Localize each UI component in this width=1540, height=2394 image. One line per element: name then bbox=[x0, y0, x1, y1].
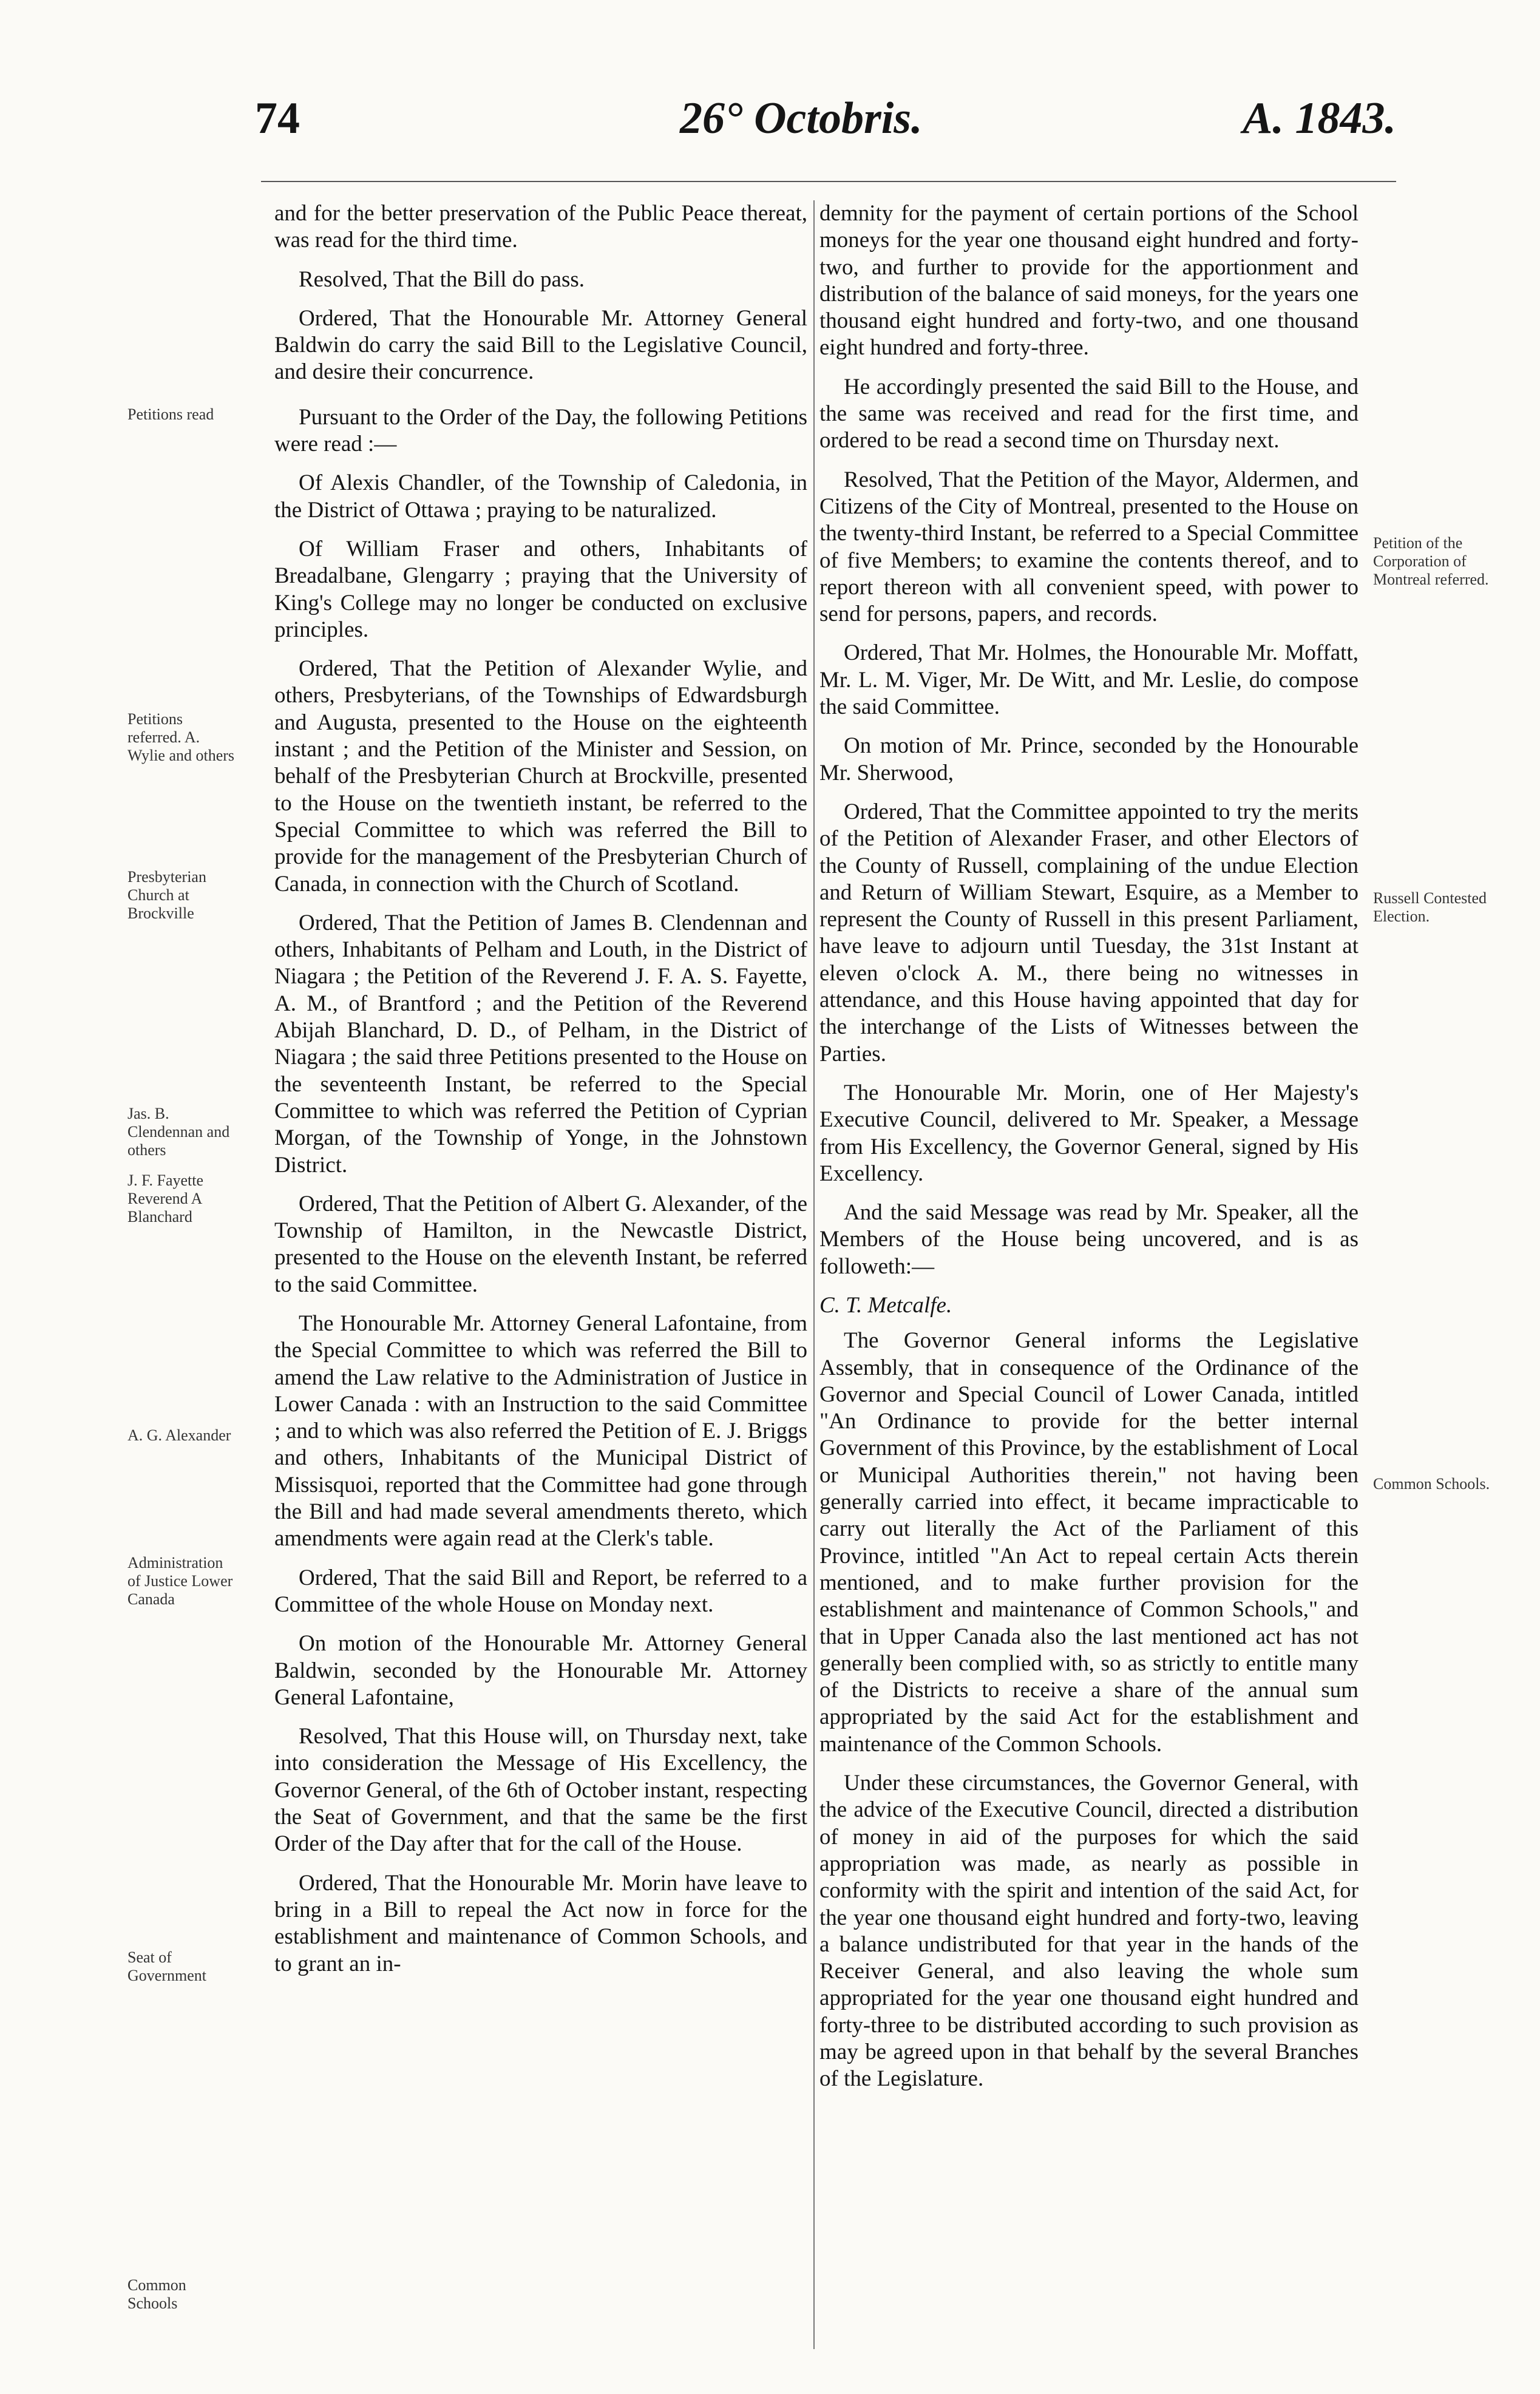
paragraph: The Governor General informs the Legislative Assembly, that in consequence of the Ordinance of the Governor and Special Council of Lower Canada, intitled "An Ordinance to provide for the better internal Government of this Province, by the establishment of Local or Municipal Authorities therein," not having been generally carried into effect, it became impracticable to carry out literally the Act of the Parliament of this Province, intitled "An Act to repeal certain Acts therein mentioned, and to make further provision for the establishment and maintenance of Common Schools," and that in Upper Canada also the last mentioned act has not generally been complied with, so as strictly to entitle many of the Districts to receive a share of the annual sum appropriated by the said Act for the establishment and maintenance of the Common Schools. bbox=[819, 1328, 1359, 1757]
margin-note-left: A. G. Alexander bbox=[127, 1426, 231, 1444]
paragraph: Resolved, That this House will, on Thursday next, take into consideration the Message of His Excellency, the Governor General, of the 6th of October instant, respecting the Seat of Government, and that the same be the first Order of the Day after that for the call of the House. bbox=[274, 1724, 807, 1857]
left-column bbox=[274, 200, 807, 1990]
margin-note-left: Common Schools bbox=[127, 2276, 186, 2312]
margin-note-left: Seat of Government bbox=[127, 1948, 206, 1984]
margin-note-right: Common Schools. bbox=[1373, 1475, 1490, 1493]
paragraph: Ordered, That the Committee appointed to try the merits of the Petition of Alexander Fraser, and other Electors of the County of Russell, complaining of the undue Election and Return of William Stewart, Esquire, as a Member to represent the County of Russell in this present Parliament, have leave to adjourn until Tuesday, the 31st Instant at eleven o'clock A. M., there being no witnesses in attendance, and this House having appointed that day for the interchange of the Lists of Witnesses between the Parties. bbox=[819, 799, 1359, 1066]
header-rule bbox=[261, 181, 1396, 182]
paragraph: demnity for the payment of certain portions of the School moneys for the year one thousand eight hundred and forty-two, and further to provide for the apportionment and distribution of the balance of said moneys, for the years one thousand eight hundred and forty-two, and one thousand eight hundred and forty-three. bbox=[819, 201, 1359, 361]
paragraph: Ordered, That the said Bill and Report, be referred to a Committee of the whole House on Monday next. bbox=[274, 1565, 807, 1617]
paragraph: Ordered, That the Petition of Alexander Wylie, and others, Presbyterians, of the Townships of Edwardsburgh and Augusta, presented to the House on the eighteenth instant ; and the Petition of the Minister and Session, on behalf of the Presbyterian Church at Brockville, presented to the House on the twentieth instant, be referred to the Special Committee to which was referred the Bill to provide for the management of the Presbyterian Church of Canada, in connection with the Church of Scotland. bbox=[274, 656, 807, 897]
paragraph: And the said Message was read by Mr. Speaker, all the Members of the House being uncovered, and is as followeth:— bbox=[819, 1200, 1359, 1279]
paragraph: Ordered, That Mr. Holmes, the Honourable Mr. Moffatt, Mr. L. M. Viger, Mr. De Witt, and Mr. Leslie, do compose the said Committee. bbox=[819, 640, 1359, 720]
margin-note-right: Russell Contested Election. bbox=[1373, 889, 1487, 925]
paragraph: Resolved, That the Bill do pass. bbox=[299, 266, 585, 292]
paragraph: and for the better preservation of the Public Peace thereat, was read for the third time. bbox=[274, 201, 807, 253]
paragraph: Pursuant to the Order of the Day, the following Petitions were read :— bbox=[274, 404, 807, 457]
margin-note-left: Petitions referred. A. Wylie and others bbox=[127, 710, 235, 764]
paragraph: On motion of Mr. Prince, seconded by the Honourable Mr. Sherwood, bbox=[819, 733, 1359, 785]
signature-line: C. T. Metcalfe. bbox=[819, 1292, 952, 1318]
page-header bbox=[255, 91, 1396, 146]
paragraph: Resolved, That the Petition of the Mayor, Aldermen, and Citizens of the City of Montreal, presented to the House on the twenty-third Instant, be referred to a Special Committee of five Members; to examine the contents thereof, and to report thereon with all convenient speed, with power to send for persons, papers, and records. bbox=[819, 467, 1359, 627]
paragraph: Of Alexis Chandler, of the Township of Caledonia, in the District of Ottawa ; praying to be naturalized. bbox=[274, 470, 807, 523]
column-divider bbox=[813, 200, 815, 2349]
paragraph: Ordered, That the Petition of Albert G. Alexander, of the Township of Hamilton, in the Newcastle District, presented to the House on the eleventh Instant, be referred to the said Committee. bbox=[274, 1191, 807, 1297]
right-column bbox=[819, 200, 1359, 2105]
margin-note-left: Jas. B. Clendennan and others bbox=[127, 1105, 230, 1159]
paragraph: Under these circumstances, the Governor General, with the advice of the Executive Council, directed a distribution of money in aid of the purposes for which the said appropriation was made, as nearly as possible in conformity with the spirit and intention of the said Act, for the year one thousand eight hundred and forty-two, leaving a balance undistributed for that year in the hands of the Receiver General, and also leaving the whole sum appropriated for the year one thousand eight hundred and forty-three to be distributed according to such provision as may be agreed upon in that behalf by the several Branches of the Legislature. bbox=[819, 1771, 1359, 2092]
paragraph: Of William Fraser and others, Inhabitants of Breadalbane, Glengarry ; praying that the University of King's College may no longer be conducted on exclusive principles. bbox=[274, 536, 807, 642]
paragraph: On motion of the Honourable Mr. Attorney General Baldwin, seconded by the Honourable Mr. Attorney General Lafontaine, bbox=[274, 1631, 807, 1710]
margin-note-left: J. F. Fayette Reverend A Blanchard bbox=[127, 1172, 204, 1226]
paragraph: He accordingly presented the said Bill to the House, and the same was received and read for the first time, and ordered to be read a second time on Thursday next. bbox=[819, 374, 1359, 453]
margin-note-left: Presbyterian Church at Brockville bbox=[127, 868, 206, 922]
margin-note-right: Petition of the Corporation of Montreal referred. bbox=[1373, 534, 1489, 588]
paragraph: The Honourable Mr. Morin, one of Her Majesty's Executive Council, delivered to Mr. Speaker, a Message from His Excellency, the Governor General, signed by His Excellency. bbox=[819, 1080, 1359, 1186]
paragraph: Ordered, That the Petition of James B. Clendennan and others, Inhabitants of Pelham and Louth, in the District of Niagara ; the Petition of the Reverend J. F. A. S. Fayette, A. M., of Brantford ; and the Petition of the Reverend Abijah Blanchard, D. D., of Pelham, in the District of Niagara ; the said three Petitions presented to the House on the seventeenth Instant, be referred to the Special Committee to which was referred the Petition of Cyprian Morgan, of the Township of Yonge, in the Johnstown District. bbox=[274, 910, 807, 1178]
header-year: A. 1843. bbox=[1243, 93, 1396, 143]
paragraph: The Honourable Mr. Attorney General Lafontaine, from the Special Committee to which was referred the Bill to amend the Law relative to the Administration of Justice in Lower Canada : with an Instruction to the said Committee ; and to which was also referred the Petition of E. J. Briggs and others, Inhabitants of the Municipal District of Missisquoi, reported that the Committee had gone through the Bill and had made several amendments thereto, which amendments were again read at the Clerk's table. bbox=[274, 1311, 807, 1551]
margin-note-left: Administration of Justice Lower Canada bbox=[127, 1554, 233, 1608]
paragraph: Ordered, That the Honourable Mr. Morin have leave to bring in a Bill to repeal the Act now in force for the establishment and maintenance of Common Schools, and to grant an in- bbox=[274, 1870, 807, 1976]
page-number: 74 bbox=[255, 93, 300, 143]
paragraph: Ordered, That the Honourable Mr. Attorney General Baldwin do carry the said Bill to the Legislative Council, and desire their concurrence. bbox=[274, 305, 807, 385]
header-date: 26° Octobris. bbox=[680, 93, 923, 143]
margin-note-left: Petitions read bbox=[127, 405, 214, 423]
